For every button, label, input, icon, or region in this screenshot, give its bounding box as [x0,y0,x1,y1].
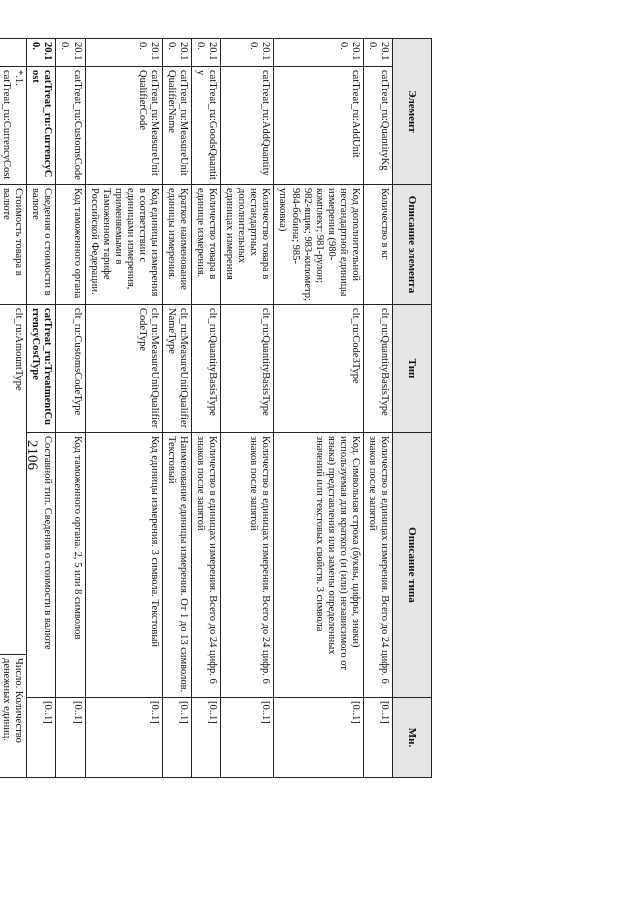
header-element-desc: Описание элемента [393,185,432,305]
element-name: catTreat_ru:CustomsCode [56,67,85,185]
multiplicity: [0..1] [85,698,162,778]
multiplicity: [0..1] [56,698,85,778]
type-name: clt_ru:MeasureUnitQualifierCodeType [85,305,162,433]
nested-element [0,67,27,185]
nested-type-name: clt_ru:AmountType [0,305,27,655]
row-number: 20.10. [274,39,363,67]
multiplicity: [0..1] [162,698,191,778]
row-number: 20.10. [192,39,221,67]
element-name: catTreat_ru:GoodsQuantity [192,67,221,185]
table-row [363,39,392,899]
header-type: Тип [393,305,432,433]
type-name: clt_ru:QuantityBasisType [192,305,221,433]
table-row [274,39,363,899]
blank-cell [0,778,27,899]
type-name: catTreat_ru:TreatmentCurrencyCostType [27,305,56,433]
blank-cell [221,778,274,899]
table-row [221,39,274,899]
header-blank [393,778,432,899]
element-description: Количество товара в нестандартных дополнительных единицах измерения [221,185,274,305]
row-number: 20.10. [162,39,191,67]
type-name: clt_ru:CustomsCodeType [56,305,85,433]
blank-cell [363,778,392,899]
table-row-composite [27,39,56,899]
type-description: Количество в единицах измерения. Всего до 24 цифр. 6 знаков после запятой [363,433,392,698]
nested-row [0,39,27,899]
header-element: Элемент [393,39,432,185]
nested-element-name: catTreat_ru:CurrencyCost [1,70,13,180]
header-mult: Мн. [393,698,432,778]
row-number: 20.10. [363,39,392,67]
type-name: clt_ru:QuantityBasisType [221,305,274,433]
type-description: Код. Символьная строка (буквы, цифры, знаки) используемая для краткого (и (или) независимого от языка) представления или замены определенных значений или текстовых свойств. 3 символа [274,433,363,698]
type-description: Код единицы измерения. 3 символа. Текстовый [85,433,162,698]
row-number: 20.10. [27,39,56,67]
blank-cell [162,778,191,899]
table-row [192,39,221,899]
table-header-row [393,39,432,899]
element-description: Код таможенного органа [56,185,85,305]
nested-number: *.1. [13,70,25,86]
blank-cell [56,778,85,899]
blank-cell [0,39,27,67]
table-row [56,39,85,899]
blank-cell [27,778,56,899]
element-name: catTreat_ru:QuantityKg [363,67,392,185]
type-description: Код таможенного органа. 2, 5 или 8 символов [56,433,85,698]
table-row [85,39,162,899]
row-number: 20.10. [85,39,162,67]
nested-type-description: Число. Количество денежных единиц. [0,655,27,778]
blank-cell [192,778,221,899]
type-name: clt_ru:QuantityBasisType [363,305,392,433]
blank-cell [85,778,162,899]
type-description: Количество в единицах измерения. Всего до 24 цифр. 6 знаков после запятой [221,433,274,698]
page-number: 2106 [24,440,40,470]
type-name: clt_ru:MeasureUnitQualifierNameType [162,305,191,433]
element-description: Код единицы измерения в соответствии с единицами измерения, применяемыми в Таможенном тарифе Российской Федерации. [85,185,162,305]
multiplicity: [0..1] [192,698,221,778]
element-description: Количество товара в единице измерения. [192,185,221,305]
type-name: clt_ru:Code3Type [274,305,363,433]
type-description: Количество в единицах измерения. Всего до 24 цифр. 6 знаков после запятой [192,433,221,698]
multiplicity: [0..1] [27,698,56,778]
multiplicity: [0..1] [363,698,392,778]
blank-cell [274,778,363,899]
multiplicity: [0..1] [221,698,274,778]
type-description: Наименование единицы измерения. От 1 до 13 символов. Текстовый [162,433,191,698]
element-description: Количество в кг [363,185,392,305]
nested-element-description: Стоимость товара в валюте [0,185,27,305]
schema-table [0,38,432,899]
element-description: Код дополнительной нестандартной единицы измерения (980-комплект; 981-рулон; 982-ящик; 983-километр; 984-бобина; 985-упаковка) [274,185,363,305]
element-name: catTreat_ru:MeasureUnitQualifierCode [85,67,162,185]
element-name: catTreat_ru:AddUnit [274,67,363,185]
element-description: Сведения о стоимости в валюте [27,185,56,305]
multiplicity: [0..1] [274,698,363,778]
row-number: 20.10. [221,39,274,67]
element-name: catTreat_ru:CurrencyCost [27,67,56,185]
type-description: Составной тип. Сведения о стоимости в валюте [27,433,56,698]
element-description: Краткое наименование единицы измерения. [162,185,191,305]
header-type-desc: Описание типа [393,433,432,698]
table-row [162,39,191,899]
element-name: catTreat_ru:MeasureUnitQualifierName [162,67,191,185]
element-name: catTreat_ru:AddQuantity [221,67,274,185]
row-number: 20.10. [56,39,85,67]
